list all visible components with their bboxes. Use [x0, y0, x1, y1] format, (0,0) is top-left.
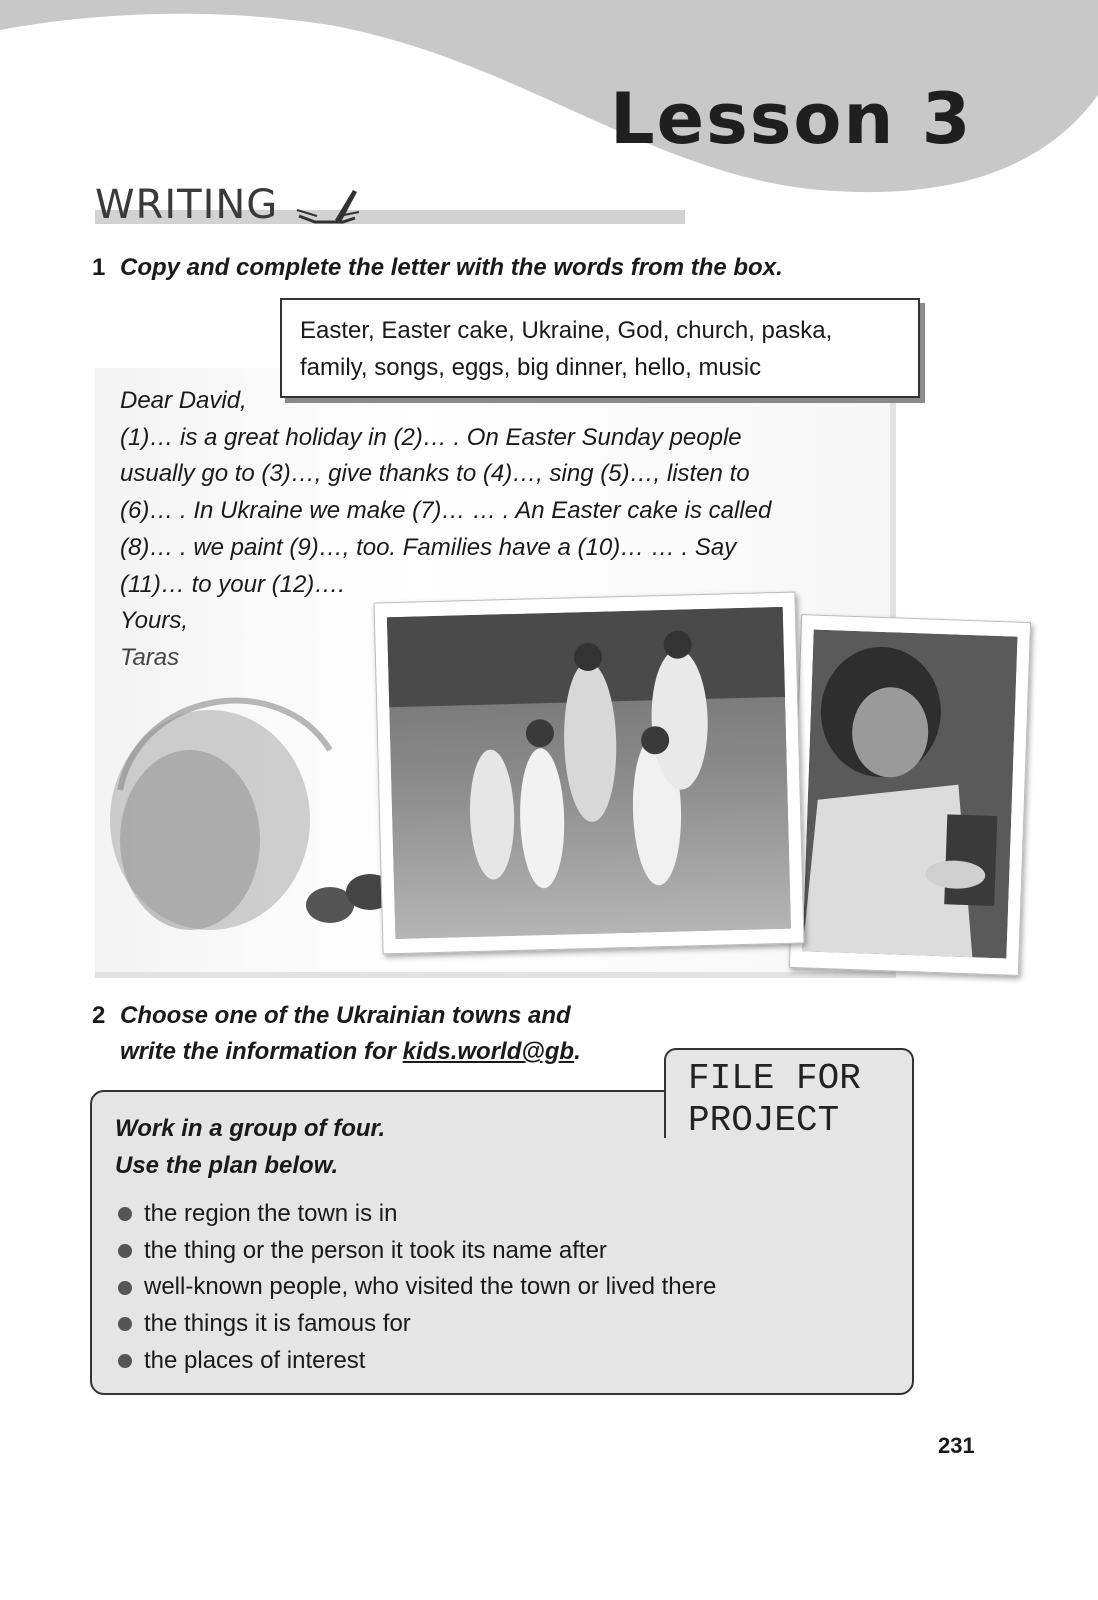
bullet-icon — [118, 1317, 132, 1331]
instructions-line: Work in a group of four. — [115, 1115, 386, 1142]
task-1-instruction — [92, 250, 783, 286]
email-link[interactable]: kids.world@gb — [402, 1038, 575, 1065]
plan-item — [118, 1269, 716, 1306]
word-box-line: family, songs, eggs, big dinner, hello, music — [300, 354, 762, 381]
letter-line: (6)… . In Ukraine we make (7)… … . An Easter cake is called — [120, 497, 772, 525]
task-number: 1 — [92, 254, 106, 281]
task-number: 2 — [92, 1002, 106, 1029]
bullet-icon — [118, 1354, 132, 1368]
project-instructions — [115, 1110, 385, 1184]
task-2-instruction — [92, 998, 680, 1070]
plan-item-text: the region the town is in — [144, 1200, 398, 1227]
easter-basket-illustration — [100, 670, 420, 950]
word-box-line: Easter, Easter cake, Ukraine, God, church, paska, — [300, 317, 833, 344]
plan-item-text: the places of interest — [144, 1346, 366, 1374]
writing-heading-text: WRITING — [95, 182, 279, 228]
letter-line: (8)… . we paint (9)…, too. Families have a (10)… … . Say — [120, 533, 737, 561]
page-number: 231 — [938, 1433, 975, 1458]
plan-item — [118, 1306, 716, 1343]
plan-item — [118, 1343, 716, 1380]
egg-painting-photo — [789, 614, 1031, 976]
plan-list — [118, 1196, 716, 1380]
letter-greeting: Dear David, — [120, 387, 247, 414]
bullet-icon — [118, 1207, 132, 1221]
word-box — [280, 298, 920, 398]
letter-closing: Yours, — [120, 607, 189, 635]
procession-photo-image — [387, 607, 791, 939]
writing-section-heading — [95, 182, 685, 226]
file-for-project-label: FILE FOR PROJECT — [688, 1058, 861, 1141]
task-2-suffix: . — [574, 1038, 581, 1065]
lesson-title: Lesson 3 — [610, 78, 973, 160]
plan-item-text: well-known people, who visited the town or lived there — [144, 1273, 717, 1301]
plan-item — [118, 1233, 716, 1270]
letter-line: usually go to (3)…, give thanks to (4)…, sing (5)…, listen to — [120, 460, 750, 488]
letter-line: (1)… is a great holiday in (2)… . On Easter Sunday people — [120, 423, 742, 451]
easter-procession-photo — [373, 592, 804, 955]
task-1-text: Copy and complete the letter with the words from the box. — [120, 254, 783, 281]
task-2-prefix: write the information for — [120, 1038, 403, 1065]
painting-photo-image — [802, 630, 1017, 959]
letter-signature: Taras — [120, 643, 180, 671]
plan-item-text: the thing or the person it took its name after — [144, 1236, 607, 1264]
pencil-paper-icon — [295, 182, 390, 228]
plan-item-text: the things it is famous for — [144, 1310, 411, 1338]
task-2-line: Choose one of the Ukrainian towns and — [120, 1002, 571, 1029]
task-2-line — [120, 1034, 680, 1070]
bullet-icon — [118, 1244, 132, 1258]
instructions-line: Use the plan below. — [115, 1152, 339, 1179]
bullet-icon — [118, 1281, 132, 1295]
letter-line: (11)… to your (12)…. — [120, 570, 345, 598]
plan-item — [118, 1196, 716, 1233]
